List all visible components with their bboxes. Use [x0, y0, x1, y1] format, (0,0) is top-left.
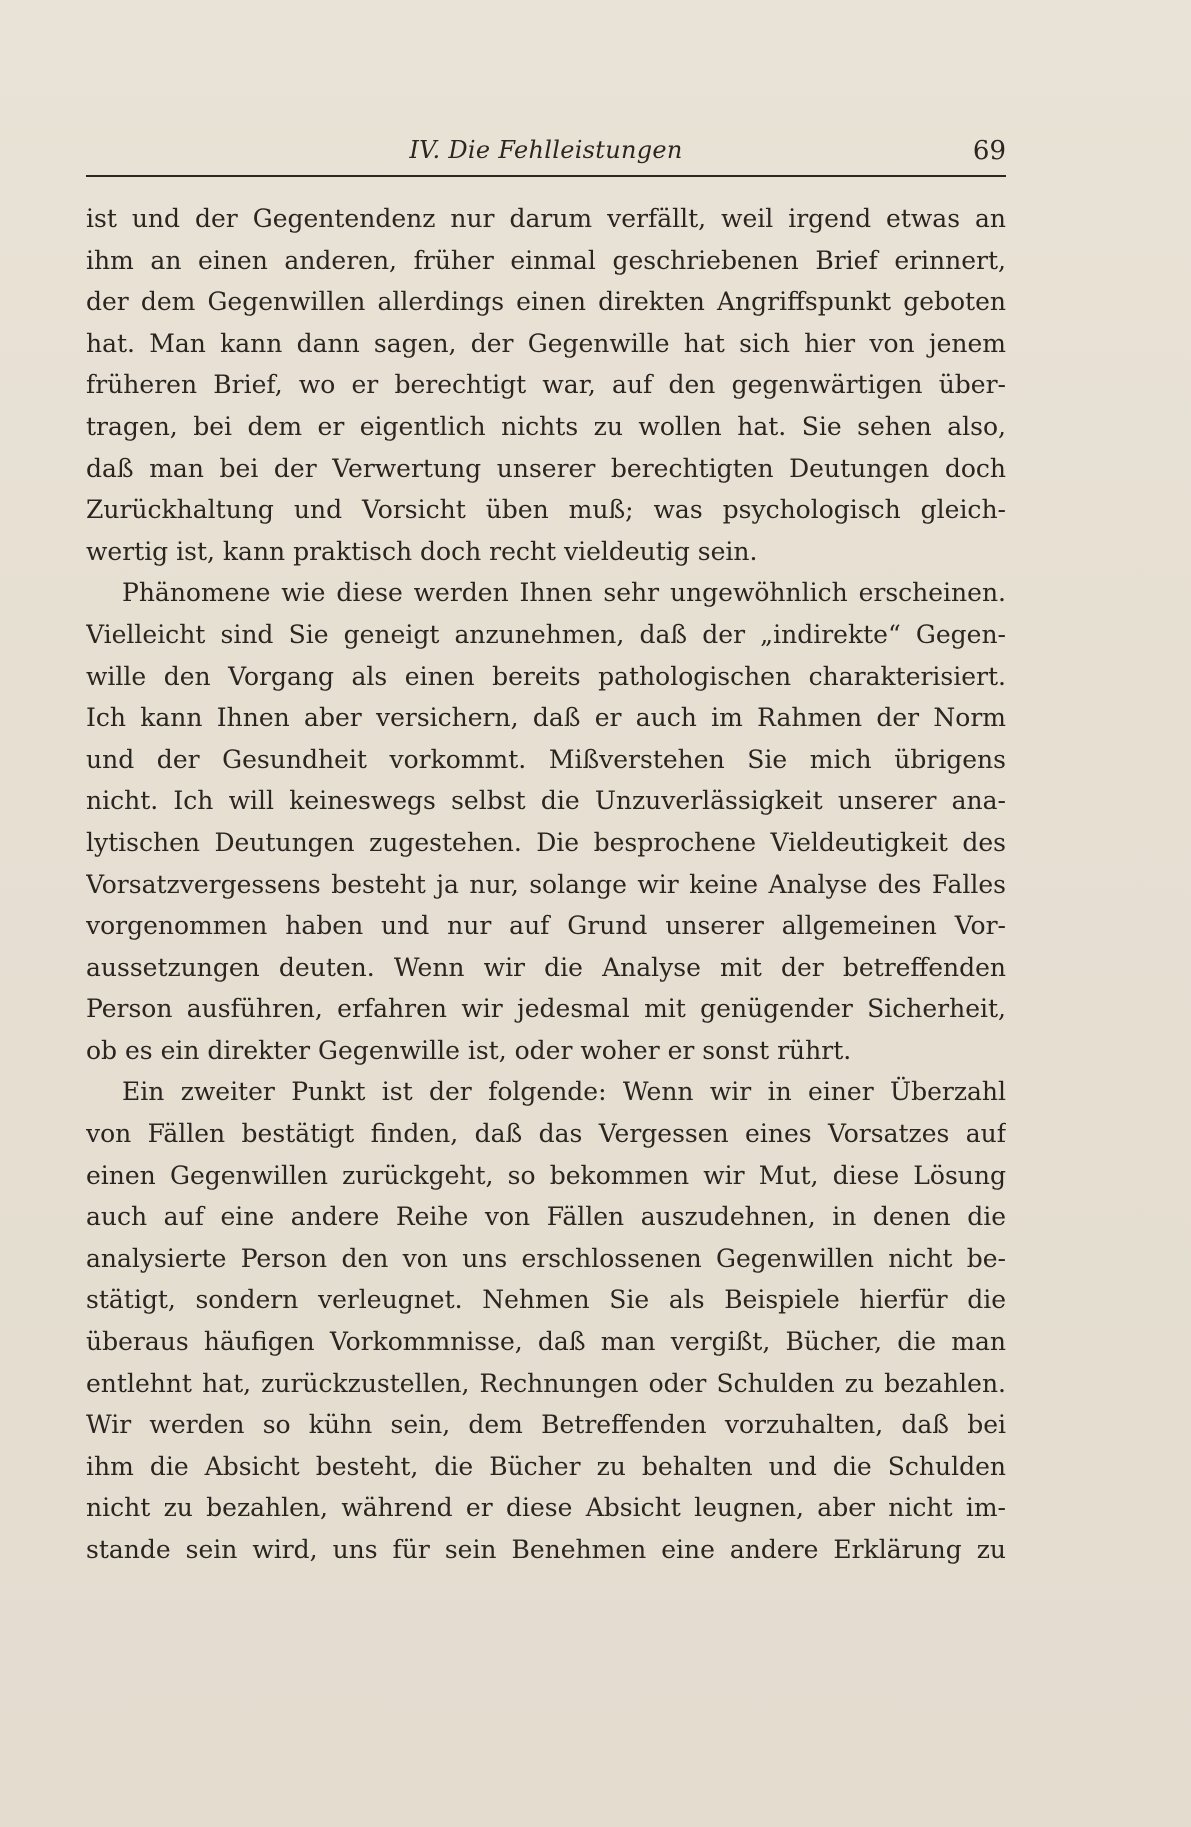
text-line: Person ausführen, erfahren wir jedesmal mit genügender Sicherheit, [86, 994, 1006, 1024]
text-line: vorgenommen haben und nur auf Grund unserer allgemeinen Vor- [86, 911, 1006, 941]
text-line: tragen, bei dem er eigentlich nichts zu wollen hat. Sie sehen also, [86, 411, 1006, 441]
paragraph [86, 198, 1006, 572]
text-line: ihm die Absicht besteht, die Bücher zu behalten und die Schulden [86, 1451, 1006, 1481]
text-line: Ich kann Ihnen aber versichern, daß er auch im Rahmen der Norm [86, 703, 1006, 733]
text-line: stätigt, sondern verleugnet. Nehmen Sie als Beispiele hierfür die [86, 1285, 1006, 1315]
text-line: überaus häufigen Vorkommnisse, daß man vergißt, Bücher, die man [86, 1327, 1006, 1357]
paragraph [86, 572, 1006, 1071]
body-text [86, 198, 1006, 1571]
text-line: ist und der Gegentendenz nur darum verfällt, weil irgend etwas an [86, 204, 1006, 233]
text-line: ob es ein direkter Gegenwille ist, oder woher er sonst rührt. [86, 1035, 852, 1065]
text-line: analysierte Person den von uns erschlossenen Gegenwillen nicht be- [86, 1243, 1006, 1273]
text-line: der dem Gegenwillen allerdings einen direkten Angriffspunkt geboten [86, 287, 1006, 317]
text-line: Wir werden so kühn sein, dem Betreffenden vorzuhalten, daß bei [86, 1410, 1006, 1440]
text-line: und der Gesundheit vorkommt. Mißverstehen Sie mich übrigens [86, 744, 1006, 774]
text-line: von Fällen bestätigt finden, daß das Vergessen eines Vorsatzes auf [86, 1119, 1006, 1149]
text-line: ihm an einen anderen, früher einmal geschriebenen Brief erinnert, [86, 245, 1006, 275]
page-header [86, 136, 1006, 176]
running-title: IV. Die Fehlleistungen [409, 136, 683, 164]
text-line: Ein zweiter Punkt ist der folgende: Wenn wir in einer Überzahl [122, 1077, 1006, 1107]
text-line: stande sein wird, uns für sein Benehmen eine andere Erklärung zu [86, 1535, 1006, 1564]
text-line: nicht zu bezahlen, während er diese Absicht leugnen, aber nicht im- [86, 1493, 1006, 1523]
header-rule [86, 175, 1006, 177]
text-line: aussetzungen deuten. Wenn wir die Analyse mit der betreffenden [86, 952, 1006, 982]
text-line: auch auf eine andere Reihe von Fällen auszudehnen, in denen die [86, 1202, 1006, 1232]
text-line: Zurückhaltung und Vorsicht üben muß; was psychologisch gleich- [86, 495, 1006, 525]
text-line: wertig ist, kann praktisch doch recht vieldeutig sein. [86, 536, 758, 566]
text-line: Vorsatzvergessens besteht ja nur, solange wir keine Analyse des Falles [86, 869, 1006, 899]
text-line: früheren Brief, wo er berechtigt war, auf den gegenwärtigen über- [86, 370, 1006, 400]
paragraph [86, 1071, 1006, 1570]
text-line: nicht. Ich will keineswegs selbst die Unzuverlässigkeit unserer ana- [86, 786, 1006, 816]
text-line: entlehnt hat, zurückzustellen, Rechnungen oder Schulden zu bezahlen. [86, 1368, 1006, 1398]
text-line: wille den Vorgang als einen bereits pathologischen charakterisiert. [86, 661, 1006, 691]
page-number: 69 [972, 136, 1006, 166]
text-line: hat. Man kann dann sagen, der Gegenwille hat sich hier von jenem [86, 328, 1006, 358]
text-line: daß man bei der Verwertung unserer berechtigten Deutungen doch [86, 453, 1006, 483]
text-line: einen Gegenwillen zurückgeht, so bekommen wir Mut, diese Lösung [86, 1160, 1006, 1190]
text-line: lytischen Deutungen zugestehen. Die besprochene Vieldeutigkeit des [86, 827, 1006, 857]
text-line: Vielleicht sind Sie geneigt anzunehmen, daß der „indirekte“ Gegen- [86, 619, 1006, 649]
text-line: Phänomene wie diese werden Ihnen sehr ungewöhnlich erscheinen. [122, 578, 1006, 608]
